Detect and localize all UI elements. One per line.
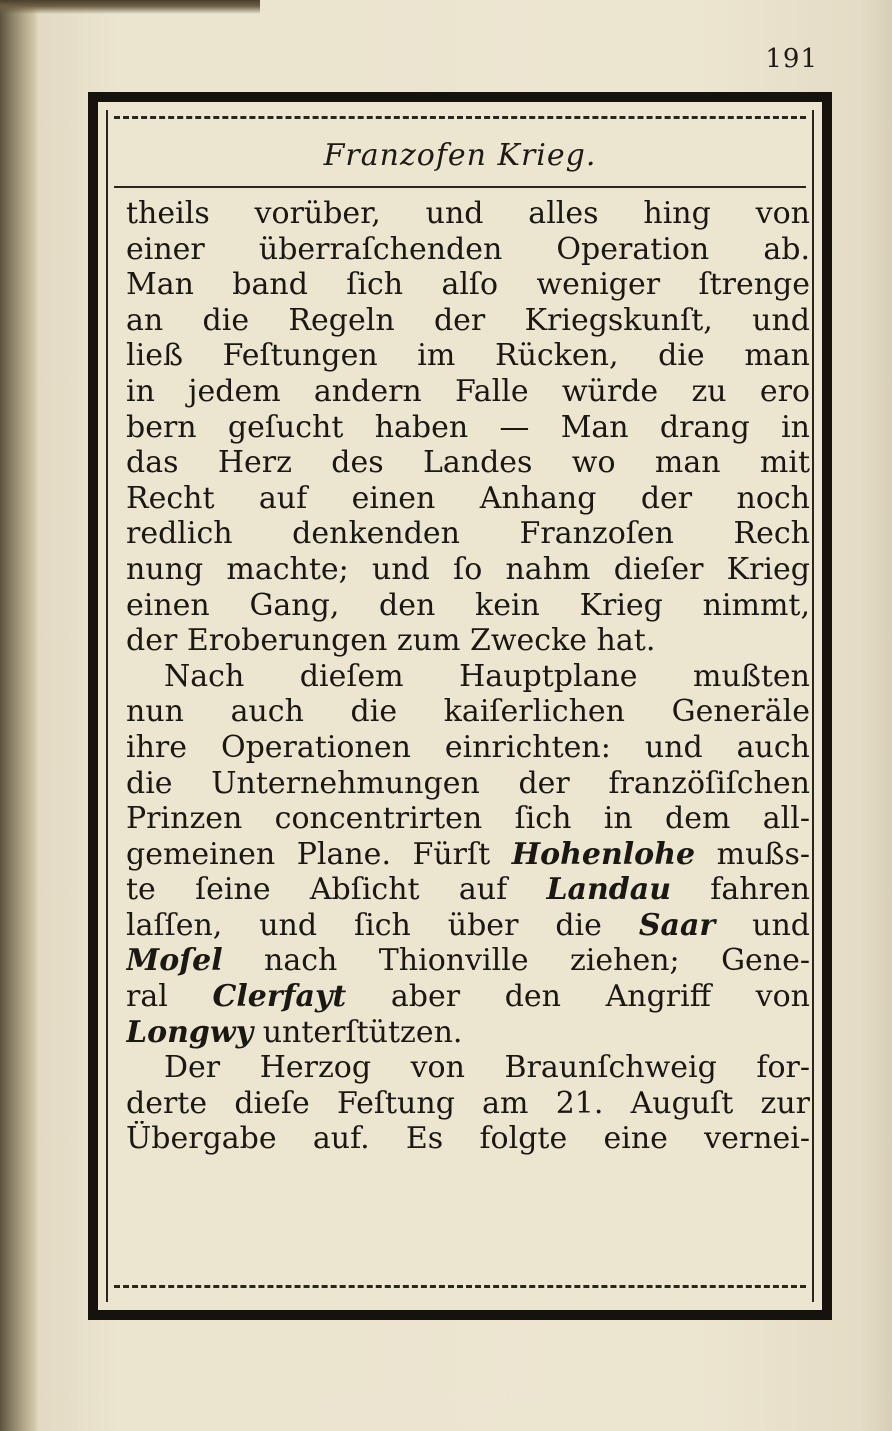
text-run: unterſtützen. xyxy=(253,1014,463,1050)
text-run: Der Herzog von Braunſchweig for- xyxy=(164,1050,810,1086)
page-border-frame xyxy=(88,92,832,1320)
italic-name: Hohenlohe xyxy=(511,836,696,872)
body-text xyxy=(126,196,810,1157)
text-run: und xyxy=(715,907,810,943)
text-run: Nach dieſem Hauptplane mußten xyxy=(164,658,810,694)
text-line xyxy=(126,481,810,517)
text-run: nach Thionville ziehen; Gene- xyxy=(222,943,810,979)
header-rule xyxy=(114,186,806,188)
text-run: Recht auf einen Anhang der noch xyxy=(126,480,810,516)
text-run: gemeinen Plane. Fürſt xyxy=(126,836,512,872)
text-run: derte dieſe Feſtung am 21. Auguſt zur xyxy=(126,1085,810,1121)
text-run: laſſen, und ſich über die xyxy=(126,907,639,943)
text-run: einer überraſchenden Operation ab. xyxy=(126,231,810,267)
text-line xyxy=(126,1121,810,1157)
text-line xyxy=(126,410,810,446)
text-line xyxy=(126,872,810,908)
text-line xyxy=(126,943,810,979)
italic-name: Longwy xyxy=(126,1014,254,1050)
text-run: nung machte; und ſo nahm dieſer Krieg xyxy=(126,551,810,587)
text-run: die Unternehmungen der franzöſiſchen xyxy=(126,765,810,801)
book-spine-shadow xyxy=(0,0,38,1431)
page-number: 191 xyxy=(765,44,818,74)
text-run: der Eroberungen zum Zwecke hat. xyxy=(126,623,656,659)
text-run: Man band ſich alſo weniger ſtrenge xyxy=(126,267,810,303)
text-run: mußs- xyxy=(695,836,810,872)
text-line xyxy=(126,623,810,659)
text-line xyxy=(126,1015,810,1051)
text-line xyxy=(126,588,810,624)
inner-rule-frame xyxy=(106,110,814,1302)
text-line xyxy=(126,694,810,730)
text-line xyxy=(126,979,810,1015)
italic-name: Saar xyxy=(638,907,716,943)
text-line xyxy=(126,374,810,410)
text-line xyxy=(126,1086,810,1122)
text-run: in jedem andern Falle würde zu ero xyxy=(126,373,810,409)
italic-name: Clerfayt xyxy=(212,979,347,1015)
text-run: Übergabe auf. Es folgte eine vernei- xyxy=(126,1121,810,1157)
text-run: nun auch die kaiſerlichen Generäle xyxy=(126,694,810,730)
text-run: ral xyxy=(126,979,213,1015)
header-dashed-rule xyxy=(114,116,806,119)
text-run: ließ Feſtungen im Rücken, die man xyxy=(126,338,810,374)
text-line xyxy=(126,232,810,268)
text-run: bern geſucht haben — Man drang in xyxy=(126,409,810,445)
text-line xyxy=(126,267,810,303)
text-line xyxy=(126,445,810,481)
text-line xyxy=(126,730,810,766)
text-line xyxy=(126,196,810,232)
italic-name: Moſel xyxy=(126,943,223,979)
text-run: Prinzen concentrirten ſich in dem all- xyxy=(126,801,810,837)
text-line xyxy=(126,552,810,588)
text-run: te ſeine Abſicht auf xyxy=(126,872,547,908)
text-run: an die Regeln der Kriegskunſt, und xyxy=(126,302,810,338)
text-run: aber den Angriff von xyxy=(346,979,810,1015)
text-run: einen Gang, den kein Krieg nimmt, xyxy=(126,587,810,623)
text-line xyxy=(126,908,810,944)
text-line xyxy=(126,516,810,552)
text-line xyxy=(126,837,810,873)
text-run: das Herz des Landes wo man mit xyxy=(126,445,810,481)
footer-dashed-rule xyxy=(114,1285,806,1288)
text-run: ihre Operationen einrichten: und auch xyxy=(126,729,810,765)
text-line xyxy=(126,338,810,374)
text-run: fahren xyxy=(671,872,810,908)
text-line xyxy=(126,303,810,339)
text-line xyxy=(126,659,810,695)
italic-name: Landau xyxy=(546,872,672,908)
running-head: Franzofen Krieg. xyxy=(323,138,597,173)
text-run: theils vorüber, und alles hing von xyxy=(126,196,810,231)
text-line xyxy=(126,766,810,802)
text-run: redlich denkenden Franzoſen Rech xyxy=(126,516,810,552)
binding-edge xyxy=(0,0,260,14)
text-line xyxy=(126,1050,810,1086)
text-line xyxy=(126,801,810,837)
